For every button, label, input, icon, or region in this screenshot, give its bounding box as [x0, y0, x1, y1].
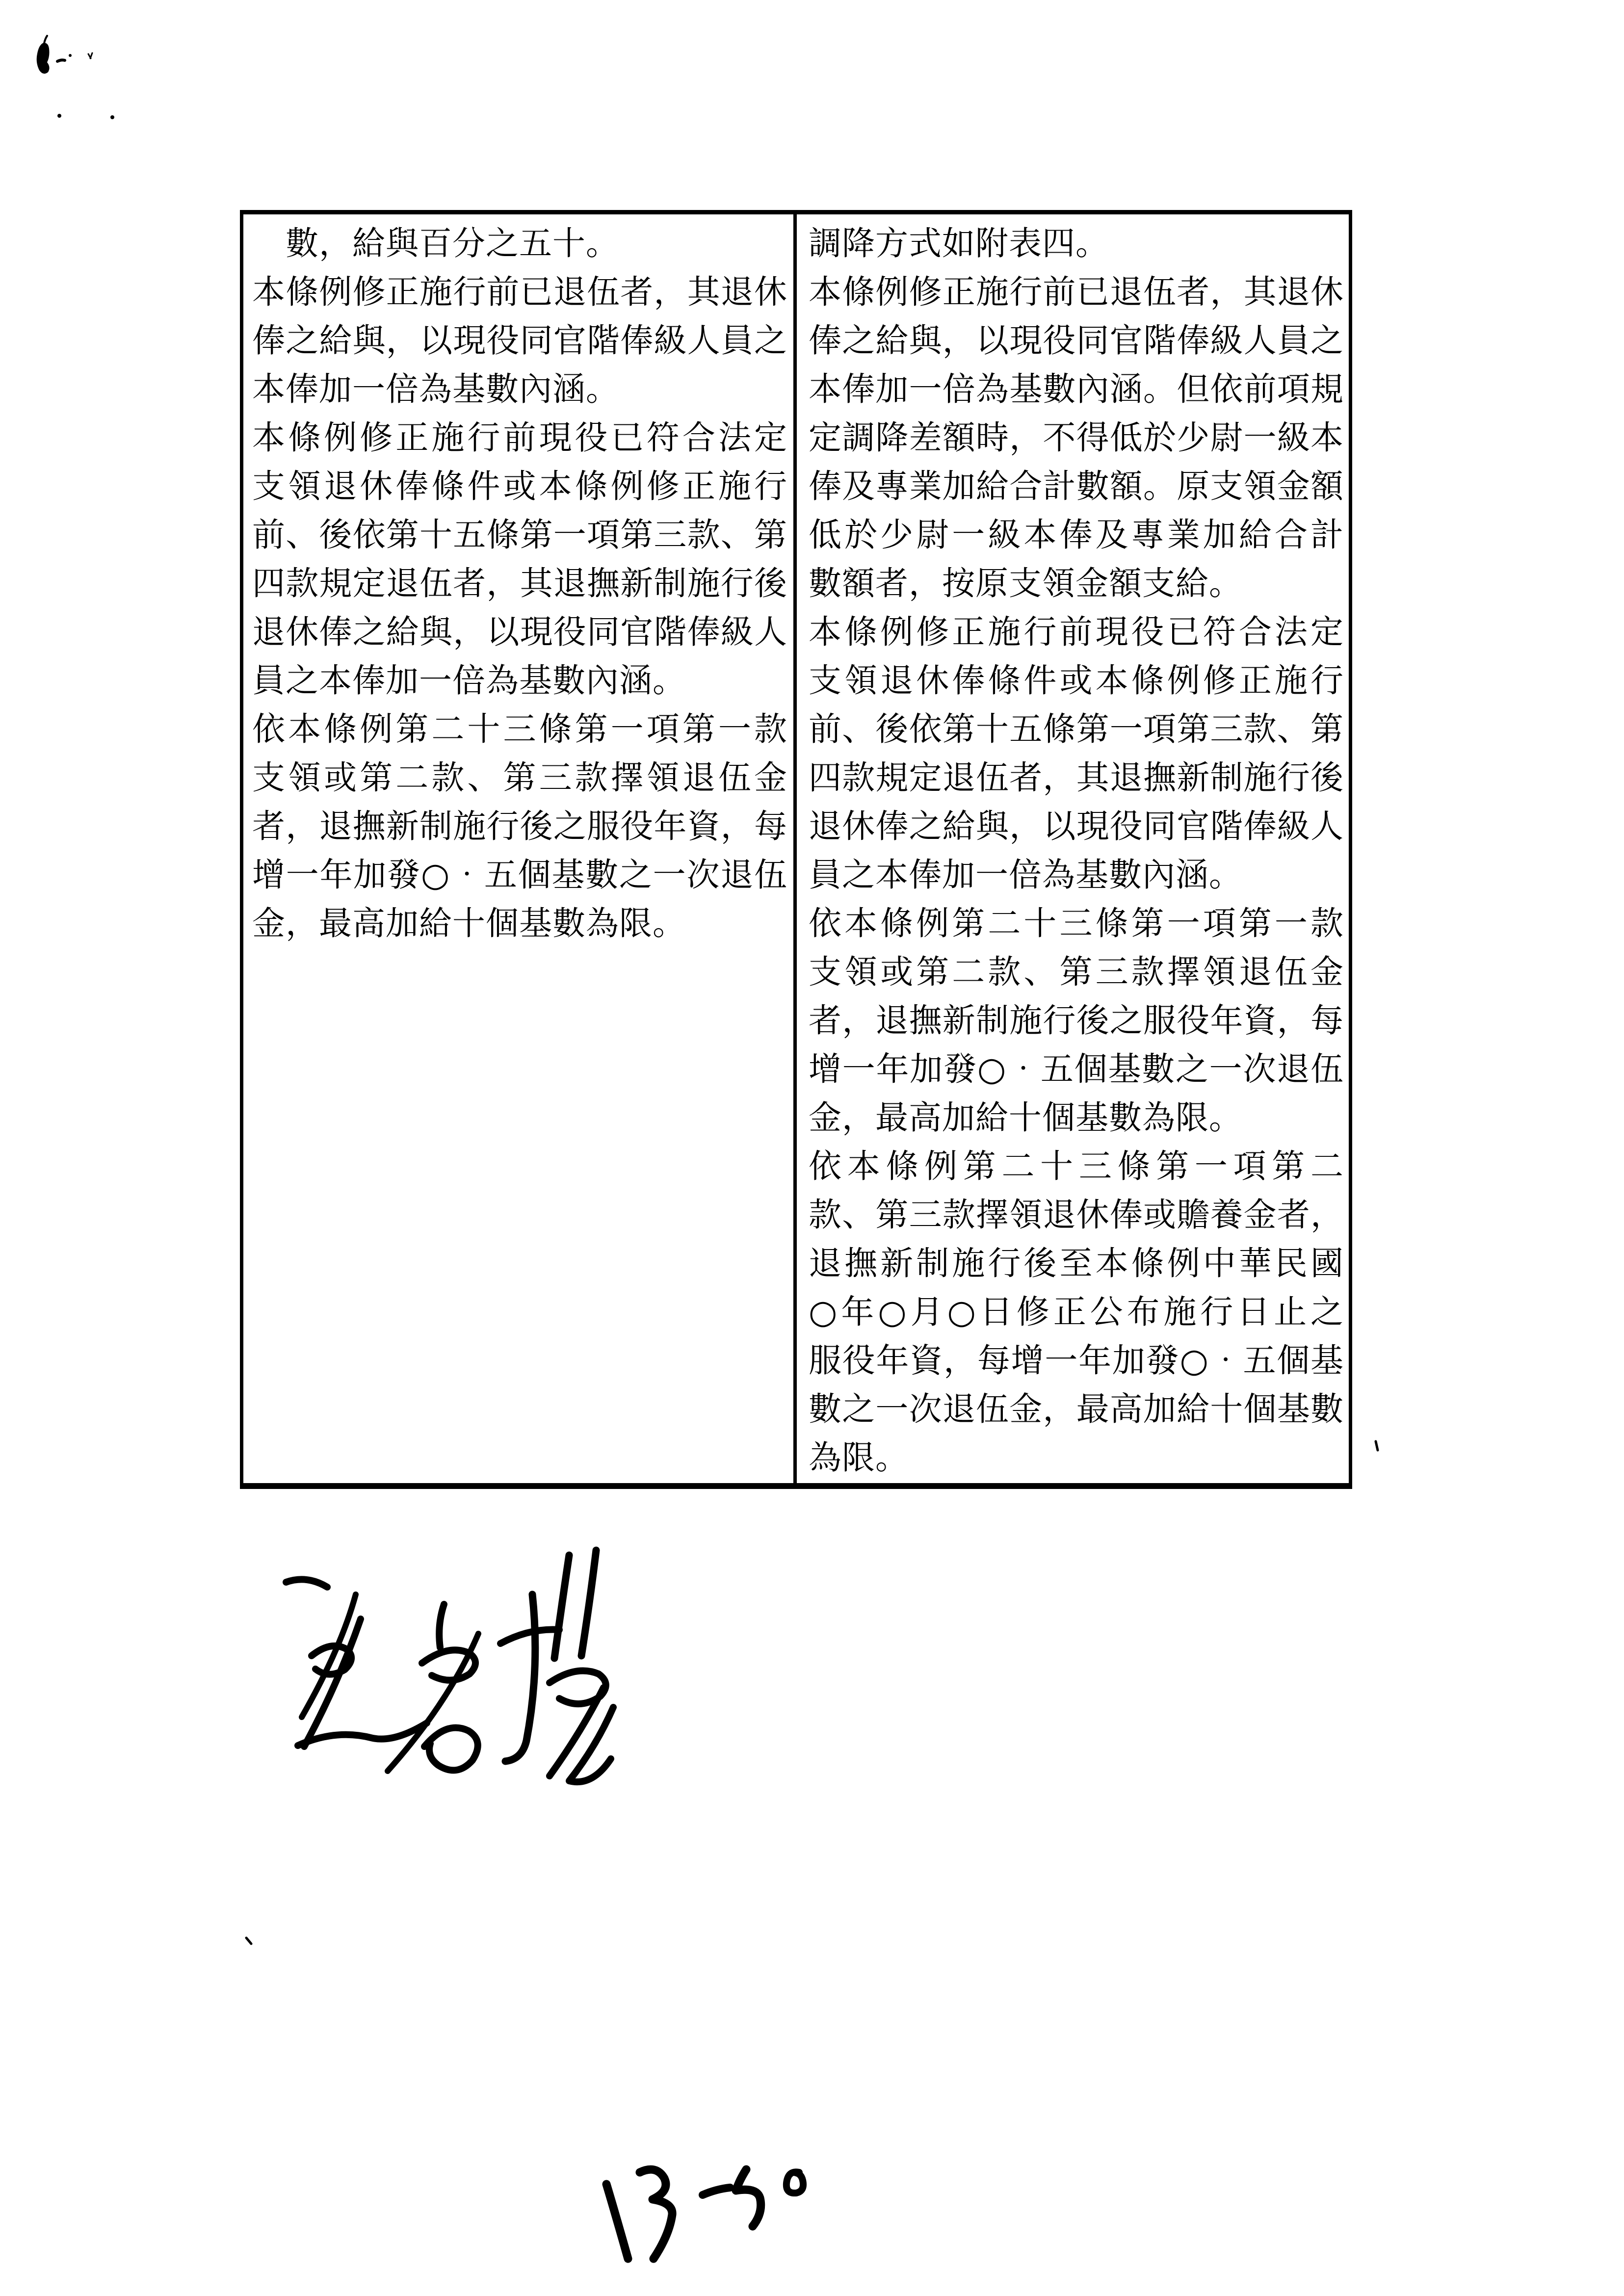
ink-smudge	[37, 36, 114, 119]
comparison-table	[240, 210, 1352, 1489]
table-cell-left: 數，給與百分之五十。 本條例修正施行前已退伍者，其退休 俸之給與，以現役同官階俸級人員之 本俸加一倍為基數內涵。 本條例修正施行前現役已符合法定 支領退休俸條件或本條例修正施行 前、後依第十五條第一項第三款、第 四款規定退伍者，其退撫新制施行後 退休俸之給與，以現役同官階俸級人 員之本俸加一倍為基數內涵。 依本條例第二十三條第一項第一款 支領或第二款、第三款擇領退伍金 者，退撫新制施行後之服役年資，每 增一年加發○‧五個基數之一次退伍 金，最高加給十個基數為限。	[243, 214, 797, 1483]
table-cell-right: 調降方式如附表四。 本條例修正施行前已退伍者，其退休 俸之給與，以現役同官階俸級人員之 本俸加一倍為基數內涵。但依前項規 定調降差額時，不得低於少尉一級本 俸及專業加給合計數額。原支領金額 低於少尉一級本俸及專業加給合計 數額者，按原支領金額支給。 本條例修正施行前現役已符合法定 支領退休俸條件或本條例修正施行 前、後依第十五條第一項第三款、第 四款規定退伍者，其退撫新制施行後 退休俸之給與，以現役同官階俸級人 員之本俸加一倍為基數內涵。 依本條例第二十三條第一項第一款 支領或第二款、第三款擇領退伍金 者，退撫新制施行後之服役年資，每 增一年加發○‧五個基數之一次退伍 金，最高加給十個基數為限。 依本條例第二十三條第一項第二 款、第三款擇領退休俸或贍養金者， 退撫新制施行後至本條例中華民國 ○年○月○日修正公布施行日止之 服役年資，每增一年加發○‧五個基 數之一次退伍金，最高加給十個基數 為限。	[809, 224, 1344, 1477]
signature-handwriting	[282, 1540, 630, 1791]
page-number-handwriting	[599, 2163, 819, 2296]
